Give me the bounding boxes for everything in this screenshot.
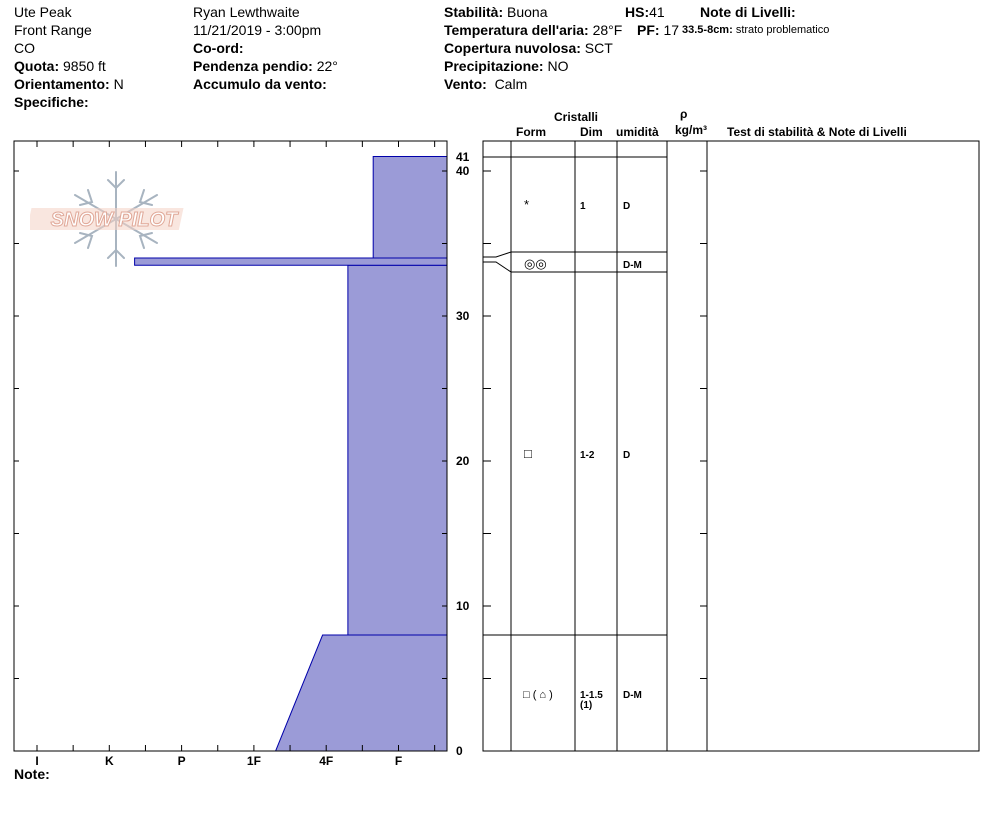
layer-connector [483,262,511,272]
layer-moisture: D-M [623,690,642,701]
hs: HS:41 [625,4,665,20]
layer-size: 1-1.5 [580,690,603,701]
layer-form: □ [524,446,532,461]
hardness-bar-0 [276,635,447,751]
rho-header: ρ [680,107,688,121]
layer-moisture: D-M [623,260,642,271]
layer-moisture: D [623,450,631,461]
layer-moisture: D [623,201,631,212]
pf: PF: 17 [637,22,680,38]
hardness-bar-3 [373,157,447,259]
hardness-label: 1F [246,754,261,768]
layer-size: 1-2 [580,450,595,461]
wind: Vento: Calm [444,76,528,92]
y-tick-label: 0 [456,744,463,758]
aspect: Orientamento: N [14,76,124,92]
layer-note: 33.5-8cm: strato problematico [682,24,830,36]
datetime: 11/21/2019 - 3:00pm [193,22,322,38]
moisture-header: umidità [616,125,659,139]
y-tick-label: 10 [456,599,470,613]
slope: Pendenza pendio: 22° [193,58,338,74]
layer-form: * [524,197,530,212]
crystals-header: Cristalli [554,110,599,124]
layer-size: 1 [580,201,586,212]
hardness-bar-1 [348,265,447,635]
layer-form: □ ( ⌂ ) [523,689,553,701]
layer-connector [483,252,511,257]
y-tick-label: 41 [456,150,470,164]
cloud-cover: Copertura nuvolosa: SCT [444,40,613,56]
stability: Stabilità: Buona [444,4,548,20]
wind-loading-label: Accumulo da vento: [193,76,327,92]
coord-label: Co-ord: [193,40,244,56]
layer-size-secondary: (1) [580,700,593,711]
hardness-bar-2 [135,258,447,265]
density-unit-header: kg/m³ [675,123,708,137]
precipitation: Precipitazione: NO [444,58,569,74]
form-header: Form [516,125,546,139]
y-tick-label: 20 [456,454,470,468]
observer: Ryan Lewthwaite [193,4,300,20]
location: Ute Peak [14,4,72,20]
hardness-label: 4F [319,754,334,768]
elevation: Quota: 9850 ft [14,58,106,74]
hardness-label: I [35,754,39,768]
hardness-label: F [394,754,403,768]
specifics-label: Specifiche: [14,94,89,110]
hardness-label: P [177,754,186,768]
range: Front Range [14,22,92,38]
logo-text: SNOW PILOT [50,209,178,231]
layer-notes-title: Note di Livelli: [700,4,796,20]
air-temp: Temperatura dell'aria: 28°F [444,22,623,38]
hardness-label: K [104,754,114,768]
layer-table-frame [483,141,979,751]
notes-label: Note: [14,766,50,782]
layer-form: ◎◎ [524,256,547,271]
y-tick-label: 40 [456,164,470,178]
stability-notes-header: Test di stabilità & Note di Livelli [727,125,907,139]
dim-header: Dim [580,125,603,139]
y-tick-label: 30 [456,309,470,323]
state: CO [14,40,35,56]
